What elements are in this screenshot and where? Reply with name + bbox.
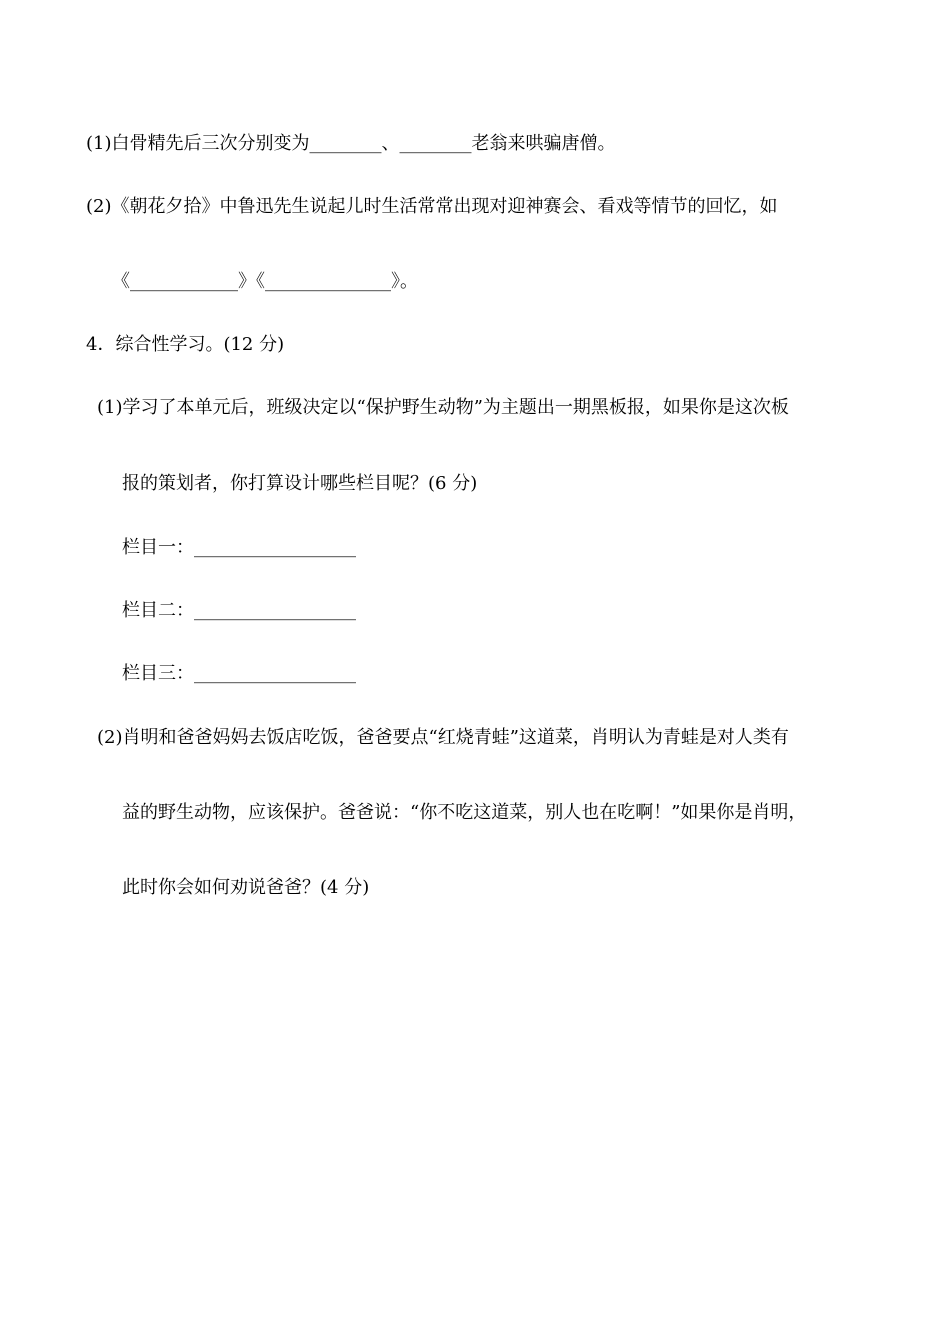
q3-item2-line1: (2)《朝花夕拾》中鲁迅先生说起儿时生活常常出现对迎神赛会、看戏等情节的回忆，如 [86,196,778,217]
q3-item2-line2[interactable]: 《____________》《______________》。 [112,271,418,292]
q4-item2-line3: 此时你会如何劝说爸爸？(4 分) [122,877,370,898]
q4-item1-line2: 报的策划者，你打算设计哪些栏目呢？(6 分) [122,473,478,494]
column-row-2 [122,599,356,623]
column-label-3: 栏目三： [122,663,194,684]
q3-item1-before: (1)白骨精先后三次分别变为 [86,133,310,154]
q4-item2-line1: (2)肖明和爸爸妈妈去饭店吃饭，爸爸要点“红烧青蛙”这道菜，肖明认为青蛙是对人类有 [97,727,789,748]
column-label-2: 栏目二： [122,600,194,621]
q3-item1-blank-a[interactable]: ________ [309,133,382,154]
column-blank-2[interactable]: __________________ [194,600,356,621]
q4-item2-line2: 益的野生动物，应该保护。爸爸说：“你不吃这道菜，别人也在吃啊！”如果你是肖明， [122,802,807,823]
column-row-1 [122,536,356,560]
column-row-3 [122,662,356,686]
column-blank-1[interactable]: __________________ [194,537,356,558]
q4-heading: 4．综合性学习。(12 分) [86,334,285,355]
column-blank-3[interactable]: __________________ [194,663,356,684]
q3-item1-line [86,132,616,156]
q3-item1-middle: 、 [381,133,400,154]
q3-item1-blank-b[interactable]: ________ [399,133,472,154]
column-label-1: 栏目一： [122,537,194,558]
q4-item1-line1: (1)学习了本单元后，班级决定以“保护野生动物”为主题出一期黑板报，如果你是这次板 [97,397,789,418]
q3-item1-after: 老翁来哄骗唐僧。 [471,133,616,154]
